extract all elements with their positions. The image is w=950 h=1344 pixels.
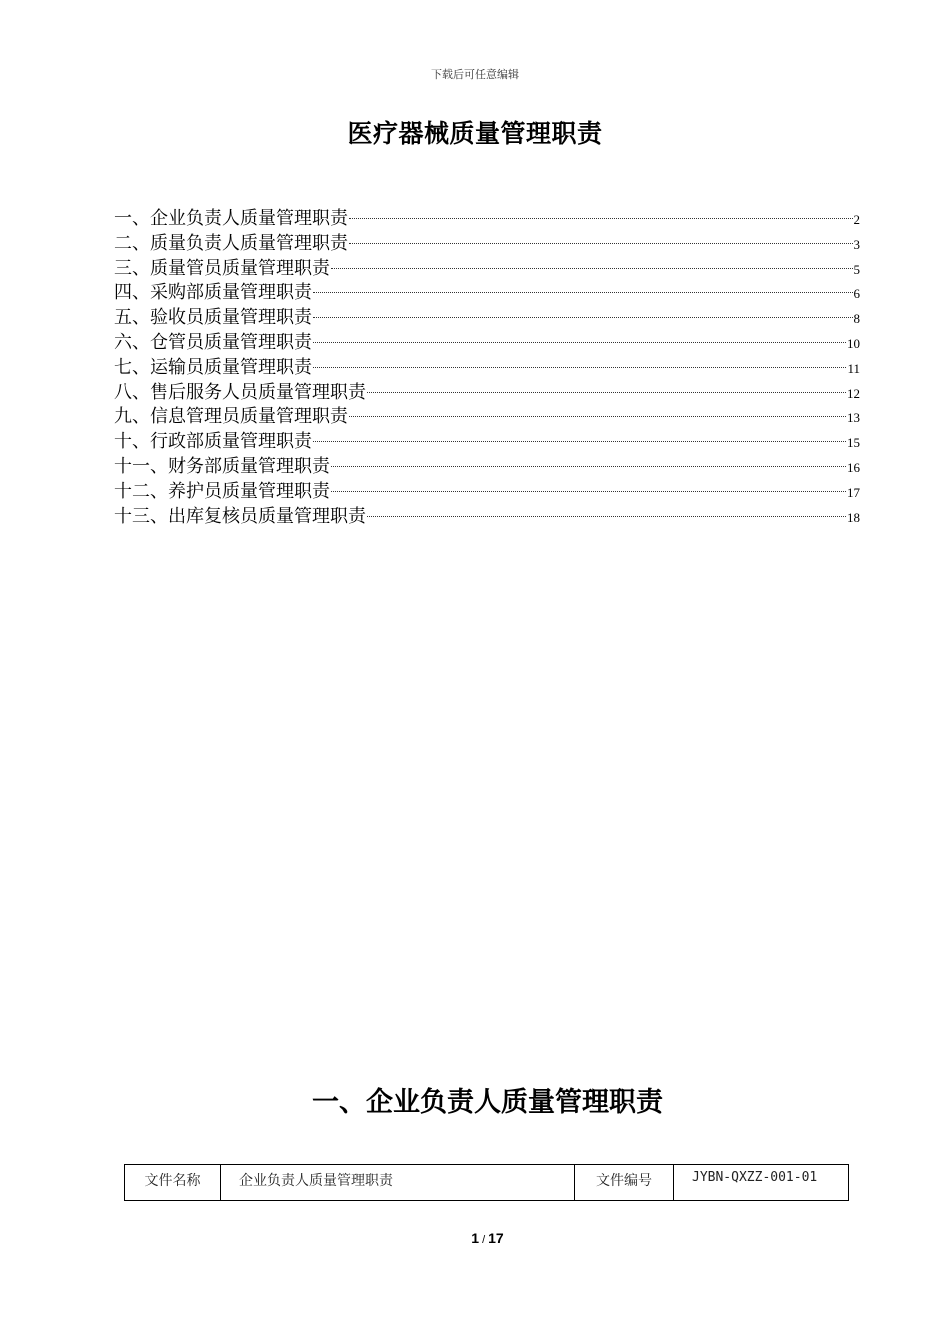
toc-entry-page: 8 bbox=[853, 311, 860, 327]
toc-entry-label: 三、质量管员质量管理职责 bbox=[114, 257, 330, 279]
document-title: 医疗器械质量管理职责 bbox=[347, 119, 603, 148]
toc-entry-label: 一、企业负责人质量管理职责 bbox=[114, 208, 348, 229]
toc-entry-page: 5 bbox=[853, 261, 860, 277]
toc-entry[interactable] bbox=[114, 430, 860, 455]
toc-entry-page: 11 bbox=[847, 360, 860, 376]
toc-entry-label: 六、仓管员质量管理职责 bbox=[114, 331, 312, 353]
toc-entry-label: 七、运输员质量管理职责 bbox=[114, 356, 312, 378]
current-page: 1 bbox=[471, 1230, 480, 1246]
toc-entry[interactable] bbox=[114, 356, 860, 381]
toc-leader-dots bbox=[313, 292, 853, 293]
toc-entry[interactable] bbox=[114, 480, 860, 505]
table-of-contents bbox=[114, 207, 860, 529]
document-info-table bbox=[124, 1164, 849, 1201]
toc-entry-label: 二、质量负责人质量管理职责 bbox=[114, 232, 348, 254]
toc-leader-dots bbox=[331, 491, 846, 492]
file-name-label: 文件名称 bbox=[125, 1165, 221, 1201]
toc-leader-dots bbox=[367, 516, 846, 517]
section-heading: 一、企业负责人质量管理职责 bbox=[312, 1087, 663, 1118]
toc-entry-page: 6 bbox=[853, 286, 860, 302]
toc-entry-page: 12 bbox=[847, 385, 860, 401]
toc-entry[interactable] bbox=[114, 381, 860, 406]
toc-entry-label: 十、行政部质量管理职责 bbox=[114, 431, 312, 453]
table-row bbox=[125, 1165, 849, 1201]
toc-entry-page: 17 bbox=[847, 484, 860, 500]
toc-entry-page: 18 bbox=[847, 509, 860, 525]
toc-leader-dots bbox=[313, 441, 846, 442]
toc-entry[interactable] bbox=[114, 331, 860, 356]
file-name-value: 企业负责人质量管理职责 bbox=[221, 1165, 575, 1201]
toc-entry-label: 八、售后服务人员质量管理职责 bbox=[114, 381, 366, 403]
toc-entry[interactable] bbox=[114, 207, 860, 232]
toc-leader-dots bbox=[349, 218, 853, 219]
toc-entry-page: 13 bbox=[847, 410, 860, 426]
page-separator: / bbox=[482, 1234, 486, 1246]
file-number-label: 文件编号 bbox=[575, 1165, 674, 1201]
toc-leader-dots bbox=[349, 416, 846, 417]
total-pages: 17 bbox=[488, 1230, 504, 1246]
toc-leader-dots bbox=[313, 342, 846, 343]
toc-entry[interactable] bbox=[114, 455, 860, 480]
toc-entry-label: 十二、养护员质量管理职责 bbox=[114, 480, 330, 502]
toc-leader-dots bbox=[313, 367, 846, 368]
toc-entry-page: 3 bbox=[853, 236, 860, 252]
toc-entry[interactable] bbox=[114, 257, 860, 282]
toc-leader-dots bbox=[367, 392, 846, 393]
header-note: 下载后可任意编辑 bbox=[431, 68, 519, 81]
page-number-footer bbox=[0, 1230, 950, 1246]
toc-entry[interactable] bbox=[114, 281, 860, 306]
toc-entry-page: 2 bbox=[853, 212, 860, 227]
toc-entry[interactable] bbox=[114, 232, 860, 257]
toc-entry-label: 十一、财务部质量管理职责 bbox=[114, 455, 330, 477]
toc-entry-label: 五、验收员质量管理职责 bbox=[114, 307, 312, 329]
toc-entry-page: 16 bbox=[847, 459, 860, 475]
toc-entry-label: 四、采购部质量管理职责 bbox=[114, 282, 312, 304]
toc-leader-dots bbox=[313, 317, 853, 318]
toc-entry-page: 10 bbox=[847, 335, 860, 351]
toc-leader-dots bbox=[331, 268, 853, 269]
toc-entry[interactable] bbox=[114, 306, 860, 331]
toc-entry-page: 15 bbox=[847, 435, 860, 451]
toc-entry-label: 九、信息管理员质量管理职责 bbox=[114, 406, 348, 428]
toc-entry[interactable] bbox=[114, 505, 860, 530]
file-number-value: JYBN-QXZZ-001-01 bbox=[674, 1165, 849, 1201]
toc-entry[interactable] bbox=[114, 405, 860, 430]
toc-leader-dots bbox=[349, 243, 853, 244]
toc-entry-label: 十三、出库复核员质量管理职责 bbox=[114, 505, 366, 527]
toc-leader-dots bbox=[331, 466, 846, 467]
